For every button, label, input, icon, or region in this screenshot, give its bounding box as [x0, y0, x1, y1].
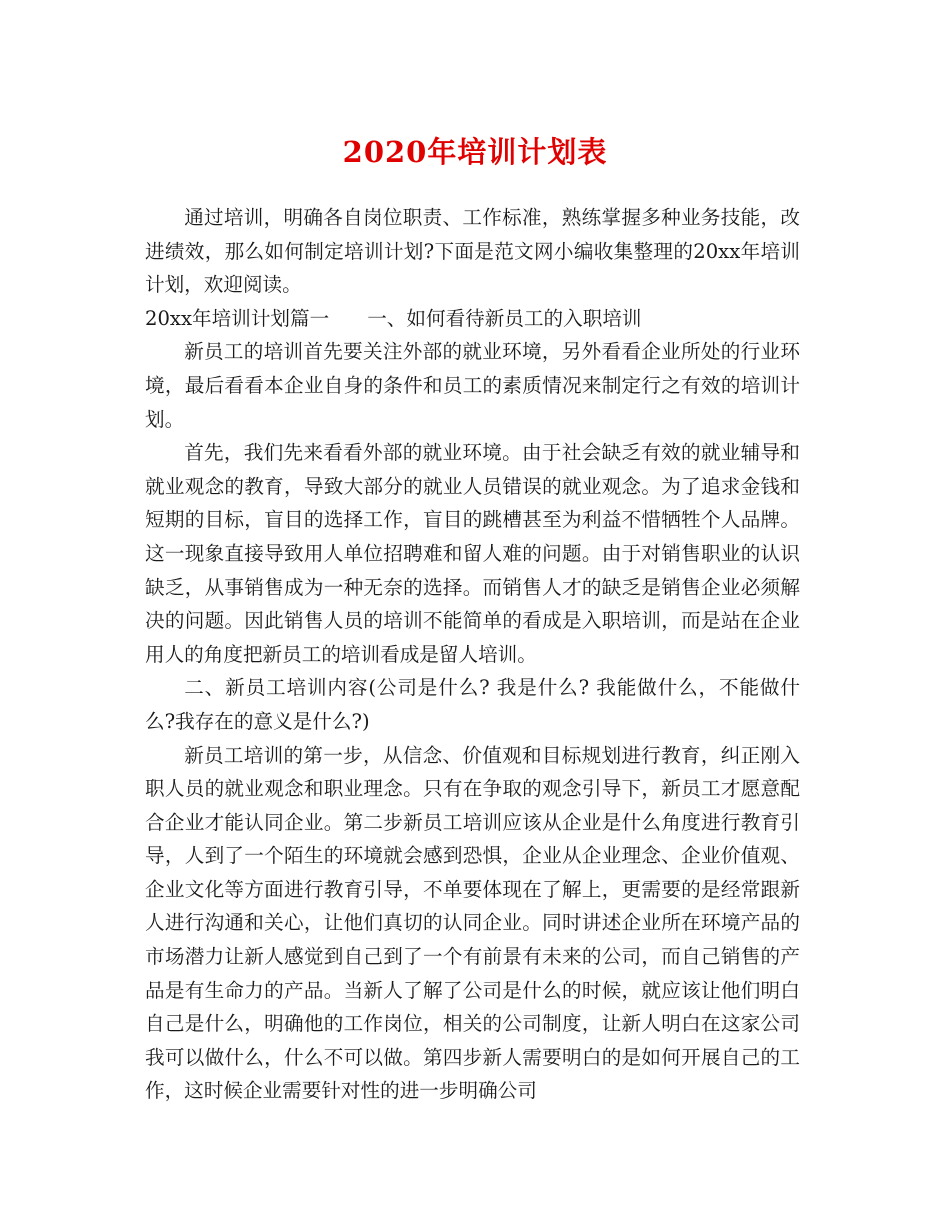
- paragraph-3: 新员工培训的第一步，从信念、价值观和目标规划进行教育，纠正刚入职人员的就业观念和职业理念。只有在争取的观念引导下，新员工才愿意配合企业才能认同企业。第二步新员工培训应该从企业是什么角度进行教育引导，人到了一个陌生的环境就会感到恐惧，企业从企业理念、企业价值观、企业文化等方面进行教育引导，不单要体现在了解上，更需要的是经常跟新人进行沟通和关心，让他们真切的认同企业。同时讲述企业所在环境产品的市场潜力让新人感觉到自己到了一个有前景有未来的公司，而自己销售的产品是有生命力的产品。当新人了解了公司是什么的时候，就应该让他们明白自己是什么，明确他的工作岗位，相关的公司制度，让新人明白在这家公司我可以做什么，什么不可以做。第四步新人需要明白的是如何开展自己的工作，这时候企业需要针对性的进一步明确公司: [145, 743, 800, 1103]
- section-line: [145, 302, 800, 336]
- document-title: 2020年培训计划表: [342, 135, 608, 169]
- section-label: 20xx年培训计划篇一: [145, 306, 330, 330]
- section-heading-1: 一、如何看待新员工的入职培训: [367, 306, 642, 330]
- section-heading-2: 二、新员工培训内容(公司是什么? 我是什么? 我能做什么，不能做什么?我存在的意义是什么?): [145, 676, 800, 733]
- paragraph-2: 首先，我们先来看看外部的就业环境。由于社会缺乏有效的就业辅导和就业观念的教育，导致大部分的就业人员错误的就业观念。为了追求金钱和短期的目标，盲目的选择工作，盲目的跳槽甚至为利益不惜牺牲个人品牌。这一现象直接导致用人单位招聘难和留人难的问题。由于对销售职业的认识缺乏，从事销售成为一种无奈的选择。而销售人才的缺乏是销售企业必须解决的问题。因此销售人员的培训不能简单的看成是入职培训，而是站在企业用人的角度把新员工的培训看成是留人培训。: [145, 441, 800, 666]
- document-body: [145, 201, 800, 1108]
- intro-paragraph: 通过培训，明确各自岗位职责、工作标准，熟练掌握多种业务技能，改进绩效，那么如何制定培训计划?下面是范文网小编收集整理的20xx年培训计划，欢迎阅读。: [145, 206, 800, 297]
- paragraph-1: 新员工的培训首先要关注外部的就业环境，另外看看企业所处的行业环境，最后看看本企业自身的条件和员工的素质情况来制定行之有效的培训计划。: [145, 340, 800, 431]
